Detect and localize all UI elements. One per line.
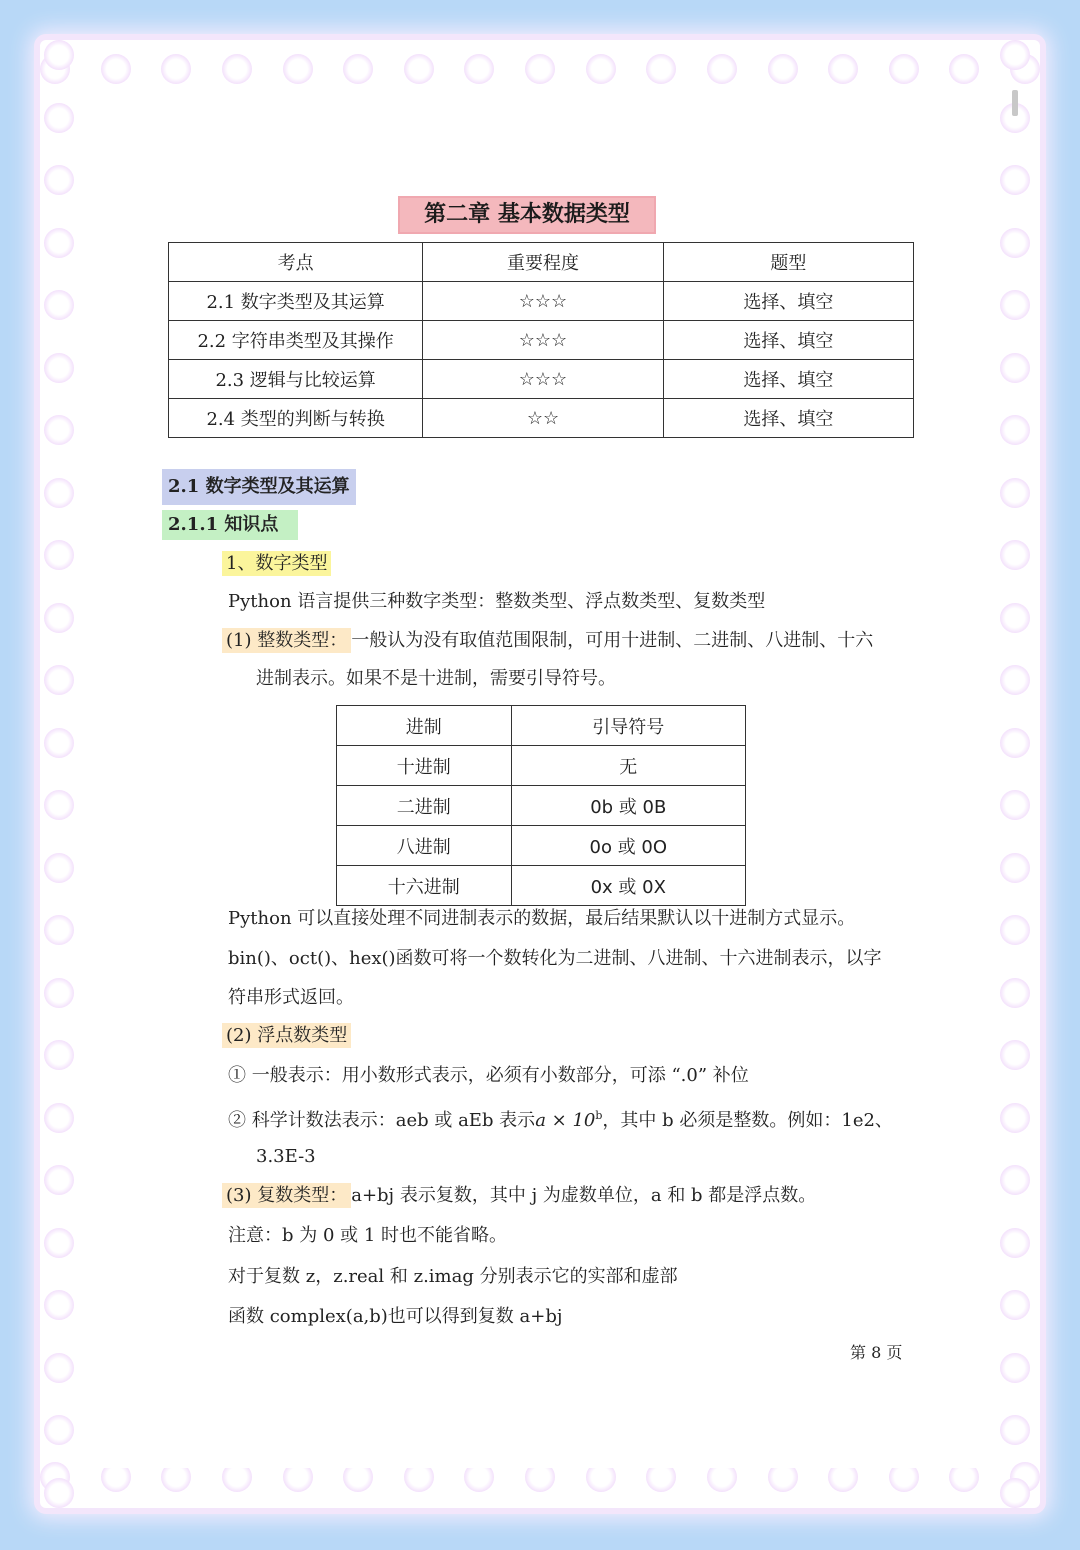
table-header-cell: 题型 bbox=[663, 243, 913, 282]
table-row bbox=[337, 786, 746, 826]
item-heading-label: 1、数字类型 bbox=[222, 551, 331, 576]
table-cell: 2.3 逻辑与比较运算 bbox=[169, 360, 423, 399]
table-cell: 无 bbox=[511, 746, 745, 786]
table-cell: 2.2 字符串类型及其操作 bbox=[169, 321, 423, 360]
table-cell: ☆☆☆ bbox=[423, 360, 663, 399]
table-header-row bbox=[337, 706, 746, 746]
paragraph bbox=[222, 627, 873, 655]
item-heading bbox=[222, 550, 331, 578]
complex-type-text: a+bj 表示复数，其中 j 为虚数单位，a 和 b 都是浮点数。 bbox=[351, 1185, 817, 1206]
table-cell: 2.4 类型的判断与转换 bbox=[169, 399, 423, 438]
table-cell: 选择、填空 bbox=[663, 282, 913, 321]
float-2-post: ，其中 b 必须是整数。例如：1e2、 bbox=[602, 1110, 893, 1131]
scrollbar-thumb[interactable] bbox=[1012, 90, 1018, 116]
paragraph: 对于复数 z，z.real 和 z.imag 分别表示它的实部和虚部 bbox=[228, 1266, 678, 1287]
table-cell: 十进制 bbox=[337, 746, 512, 786]
table-cell: 选择、填空 bbox=[663, 399, 913, 438]
table-cell: 2.1 数字类型及其运算 bbox=[169, 282, 423, 321]
paragraph: Python 语言提供三种数字类型：整数类型、浮点数类型、复数类型 bbox=[228, 591, 766, 612]
table-row bbox=[337, 826, 746, 866]
table-row bbox=[337, 746, 746, 786]
table-row bbox=[337, 866, 746, 906]
base-prefix-table bbox=[336, 705, 746, 906]
table-cell: 0b 或 0B bbox=[511, 786, 745, 826]
paragraph bbox=[228, 1102, 893, 1135]
table-cell: 选择、填空 bbox=[663, 360, 913, 399]
table-cell: ☆☆☆ bbox=[423, 282, 663, 321]
table-row bbox=[169, 321, 914, 360]
paragraph: bin()、oct()、hex()函数可将一个数转化为二进制、八进制、十六进制表示，以字 bbox=[228, 948, 882, 969]
table-cell: 0o 或 0O bbox=[511, 826, 745, 866]
paragraph: 函数 complex(a,b)也可以得到复数 a+bj bbox=[228, 1306, 563, 1327]
table-row bbox=[169, 282, 914, 321]
table-header-cell: 考点 bbox=[169, 243, 423, 282]
subsection-heading: 2.1.1 知识点 bbox=[162, 510, 298, 540]
table-cell: 0x 或 0X bbox=[511, 866, 745, 906]
item-heading bbox=[222, 1022, 351, 1050]
table-cell: 八进制 bbox=[337, 826, 512, 866]
float-2-sup: b bbox=[595, 1109, 603, 1122]
table-row bbox=[169, 399, 914, 438]
table-cell: 选择、填空 bbox=[663, 321, 913, 360]
paragraph: 3.3E-3 bbox=[256, 1146, 316, 1167]
section-heading: 2.1 数字类型及其运算 bbox=[162, 469, 356, 505]
paragraph: Python 可以直接处理不同进制表示的数据，最后结果默认以十进制方式显示。 bbox=[228, 908, 856, 929]
chapter-title: 第二章 基本数据类型 bbox=[398, 196, 656, 234]
paragraph: ① 一般表示：用小数形式表示，必须有小数部分，可添 “.0” 补位 bbox=[228, 1065, 749, 1086]
table-header-cell: 进制 bbox=[337, 706, 512, 746]
table-cell: ☆☆ bbox=[423, 399, 663, 438]
int-type-text: 一般认为没有取值范围限制，可用十进制、二进制、八进制、十六 bbox=[351, 630, 874, 651]
float-type-label: (2) 浮点数类型 bbox=[222, 1023, 351, 1048]
table-cell: 十六进制 bbox=[337, 866, 512, 906]
overview-table bbox=[168, 242, 914, 438]
complex-type-label: (3) 复数类型： bbox=[222, 1183, 351, 1208]
float-2-pre: ② 科学计数法表示：aeb 或 aEb 表示 bbox=[228, 1110, 536, 1131]
paragraph: 进制表示。如果不是十进制，需要引导符号。 bbox=[256, 668, 616, 689]
paragraph: 注意：b 为 0 或 1 时也不能省略。 bbox=[228, 1225, 508, 1246]
table-header-cell: 引导符号 bbox=[511, 706, 745, 746]
table-header-row bbox=[169, 243, 914, 282]
int-type-label: (1) 整数类型： bbox=[222, 628, 351, 653]
page-number: 第 8 页 bbox=[850, 1343, 903, 1362]
paragraph bbox=[222, 1182, 816, 1210]
float-2-math: a × 10 bbox=[535, 1110, 596, 1131]
table-cell: 二进制 bbox=[337, 786, 512, 826]
paragraph: 符串形式返回。 bbox=[228, 987, 354, 1008]
table-header-cell: 重要程度 bbox=[423, 243, 663, 282]
table-row bbox=[169, 360, 914, 399]
table-cell: ☆☆☆ bbox=[423, 321, 663, 360]
